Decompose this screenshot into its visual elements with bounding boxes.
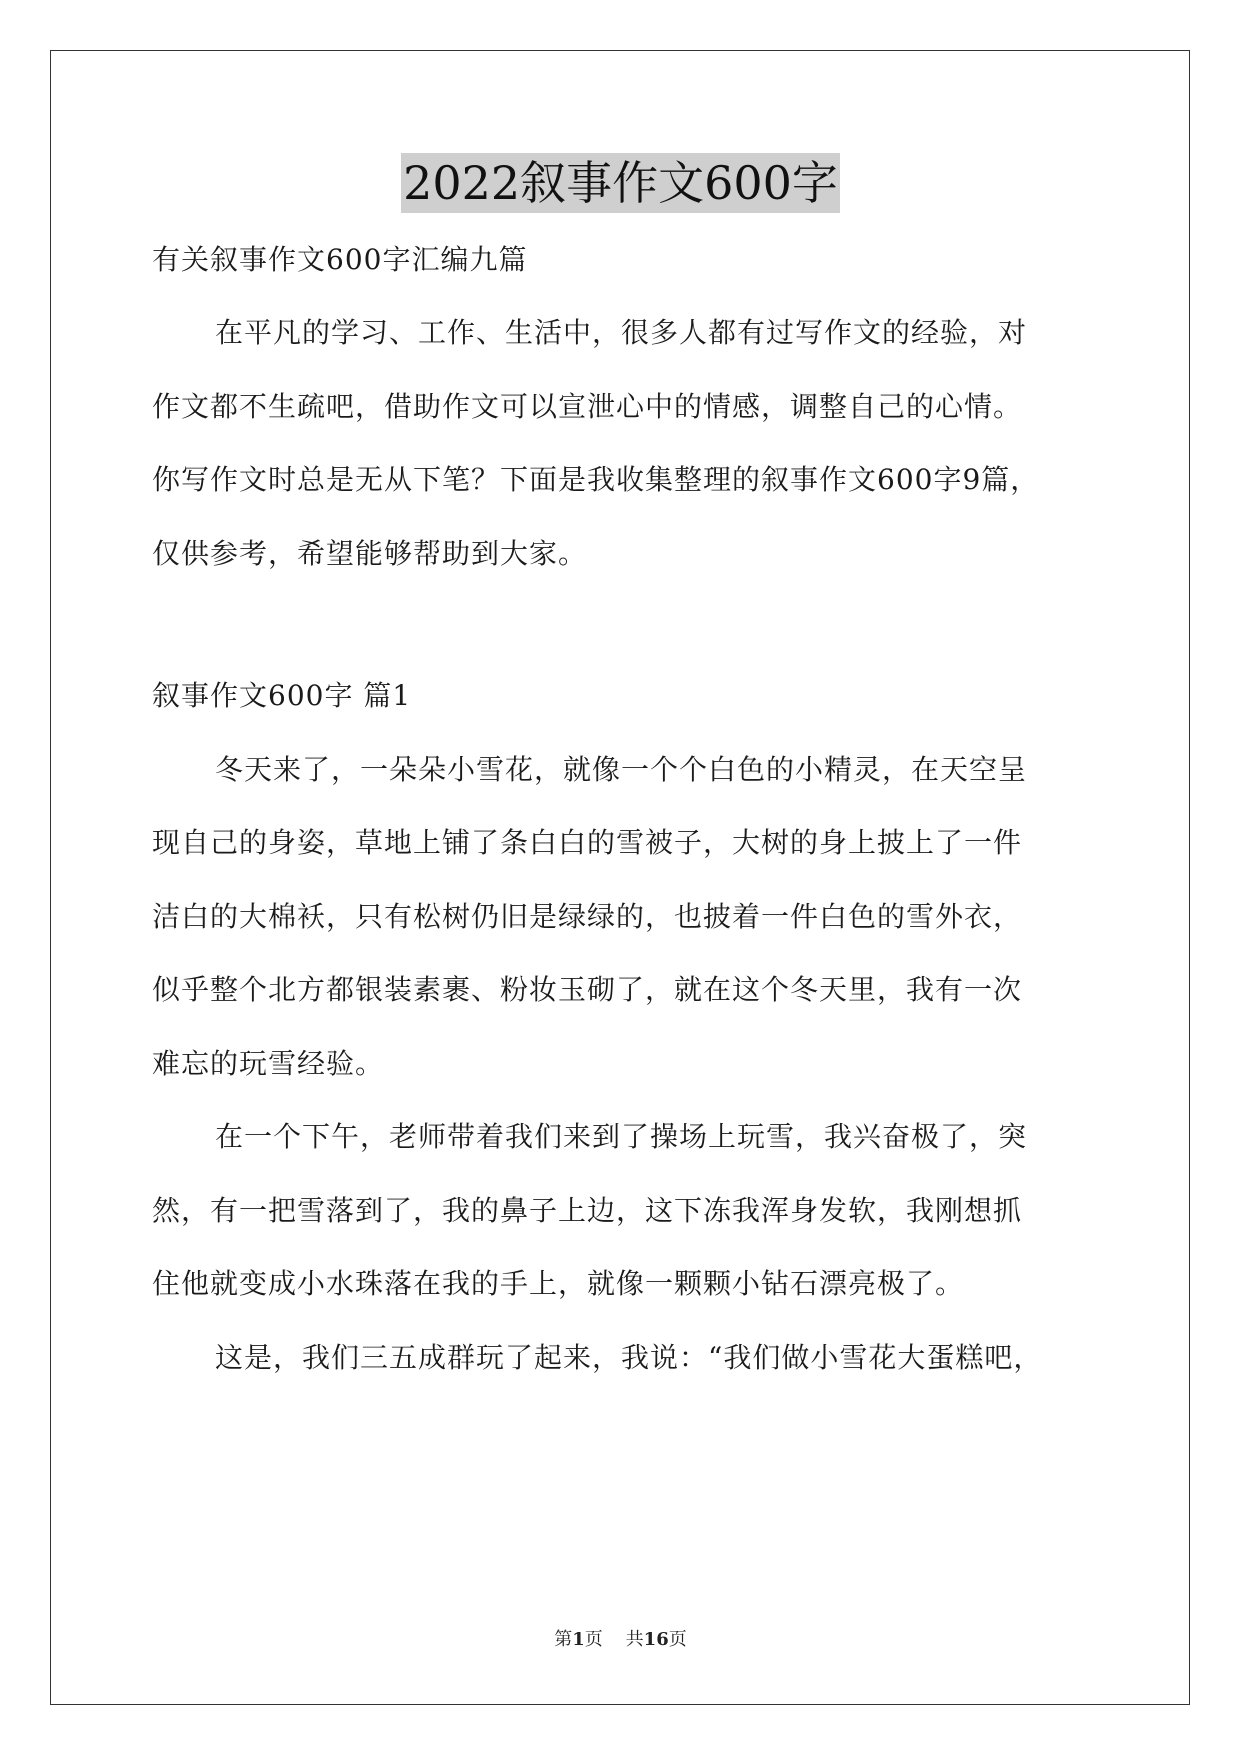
paragraph-line: 冬天来了，一朵朵小雪花，就像一个个白色的小精灵，在天空呈 [215, 753, 1028, 786]
paragraph-line: 洁白的大棉袄，只有松树仍旧是绿绿的，也披着一件白色的雪外衣， [152, 900, 1023, 933]
paragraph-line: 然，有一把雪落到了，我的鼻子上边，这下冻我浑身发软，我刚想抓 [152, 1194, 1023, 1227]
paragraph-line: 住他就变成小水珠落在我的手上，就像一颗颗小钻石漂亮极了。 [152, 1267, 965, 1300]
paragraph-line: 难忘的玩雪经验。 [152, 1047, 385, 1080]
intro-line: 你写作文时总是无从下笔？下面是我收集整理的叙事作文600字9篇， [152, 463, 1040, 496]
footer-page-mid: 页 共 [584, 1629, 644, 1650]
paragraph-line: 似乎整个北方都银装素裹、粉妆玉砌了，就在这个冬天里，我有一次 [152, 973, 1023, 1006]
section-heading: 叙事作文600字 篇1 [152, 679, 412, 712]
intro-line: 在平凡的学习、工作、生活中，很多人都有过写作文的经验，对 [215, 316, 1028, 349]
intro-line: 仅供参考，希望能够帮助到大家。 [152, 537, 588, 570]
document-subtitle: 有关叙事作文600字汇编九篇 [152, 243, 528, 276]
page-border [50, 50, 1190, 1705]
page-footer [0, 1627, 1241, 1653]
paragraph-line: 现自己的身姿，草地上铺了条白白的雪被子，大树的身上披上了一件 [152, 826, 1023, 859]
title-container [0, 153, 1241, 213]
intro-line: 作文都不生疏吧，借助作文可以宣泄心中的情感，调整自己的心情。 [152, 390, 1023, 423]
footer-page-prefix: 第 [554, 1629, 573, 1650]
footer-page-current: 1 [572, 1629, 585, 1650]
footer-page-suffix: 页 [668, 1629, 687, 1650]
document-title: 2022叙事作文600字 [401, 153, 840, 213]
footer-page-total: 16 [643, 1629, 669, 1650]
paragraph-line: 这是，我们三五成群玩了起来，我说：“我们做小雪花大蛋糕吧， [215, 1341, 1043, 1374]
paragraph-line: 在一个下午，老师带着我们来到了操场上玩雪，我兴奋极了，突 [215, 1120, 1028, 1153]
